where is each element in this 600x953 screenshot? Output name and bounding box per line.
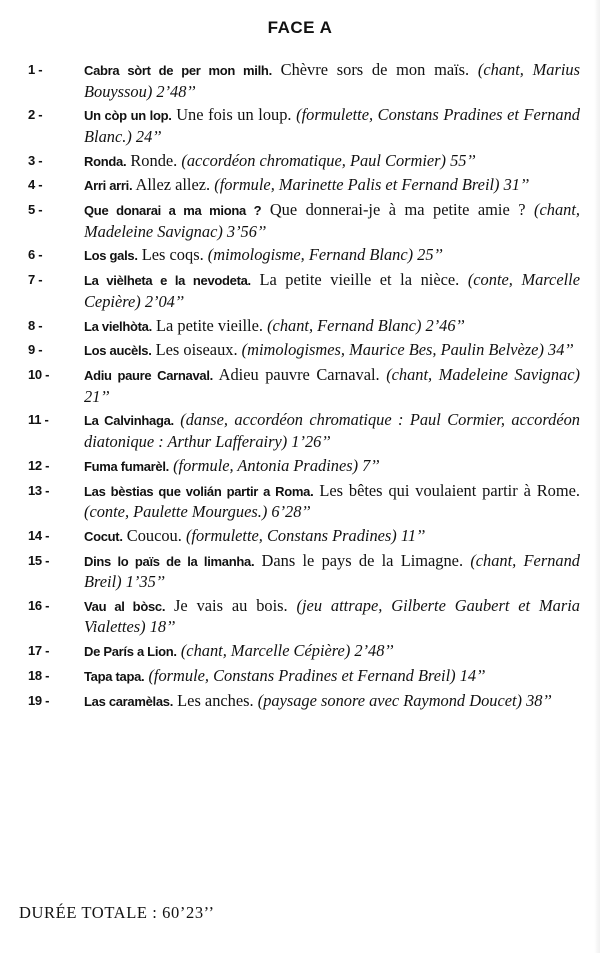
track-occitan-title: Que donarai a ma miona ? <box>84 203 262 219</box>
side-heading: FACE A <box>267 18 333 37</box>
track-french-translation: Une fois un loup. <box>176 105 292 125</box>
track-french-translation: Les oiseaux. <box>155 340 238 360</box>
track-french-translation: La petite vieille et la nièce. <box>259 270 460 290</box>
track-occitan-title: Los gals. <box>84 248 138 264</box>
track-french-translation: Chèvre sors de mon maïs. <box>280 60 470 79</box>
track-credit: (chant, Fernand Breil) 1’35’’ <box>84 550 580 592</box>
track-item <box>28 596 580 638</box>
track-item <box>28 641 580 663</box>
track-credit: (formule, Constans Pradines et Fernand Breil) 14’’ <box>148 666 486 686</box>
track-occitan-title: Cabra sòrt de per mon milh. <box>84 63 272 78</box>
track-item <box>28 481 580 523</box>
track-number: 2 - <box>28 107 43 123</box>
track-credit: (formulette, Constans Pradines) 11’’ <box>185 525 426 545</box>
track-number: 1 - <box>28 62 43 77</box>
track-credit: (conte, Marcelle Cepière) 2’04’’ <box>84 270 580 311</box>
track-credit: (chant, Madeleine Savignac) 3’56’’ <box>84 200 581 241</box>
track-credit: (chant, Fernand Blanc) 2’46’’ <box>267 315 465 335</box>
track-number: 13 - <box>28 482 50 498</box>
track-occitan-title: La vièlheta e la nevodeta. <box>84 273 251 289</box>
track-item <box>28 200 580 242</box>
track-number: 4 - <box>28 177 43 193</box>
track-number: 11 - <box>28 412 49 428</box>
track-item <box>28 340 580 362</box>
track-occitan-title: Vau al bòsc. <box>84 598 166 614</box>
track-occitan-title: Ronda. <box>84 153 127 169</box>
track-french-translation: Coucou. <box>126 525 182 545</box>
track-french-translation: Je vais au bois. <box>174 595 288 615</box>
track-french-translation: La petite vieille. <box>156 315 263 335</box>
track-number: 6 - <box>28 247 43 263</box>
track-french-translation: Allez allez. <box>135 175 211 195</box>
track-number: 16 - <box>28 597 50 613</box>
track-list <box>28 60 580 716</box>
track-item <box>28 456 580 478</box>
track-credit: (paysage sonore avec Raymond Doucet) 38’’ <box>257 690 552 710</box>
track-occitan-title: Fuma fumarèl. <box>84 458 169 474</box>
track-item <box>28 365 580 407</box>
track-item <box>28 526 580 548</box>
track-credit: (formulette, Constans Pradines et Fernand Blanc.) 24’’ <box>84 105 580 146</box>
track-french-translation: Dans le pays de la Limagne. <box>261 550 464 570</box>
track-number: 18 - <box>28 668 50 684</box>
track-credit: (chant, Madeleine Savignac) 21’’ <box>84 365 580 406</box>
track-credit: (accordéon chromatique, Paul Cormier) 55’’ <box>181 150 476 170</box>
track-occitan-title: La vielhòta. <box>84 318 152 334</box>
track-number: 12 - <box>28 457 50 473</box>
page-edge-shadow <box>594 0 600 953</box>
track-number: 14 - <box>28 527 50 543</box>
track-item <box>28 105 580 147</box>
track-number: 15 - <box>28 552 50 568</box>
track-number: 10 - <box>28 367 50 383</box>
track-credit: (chant, Marius Bouyssou) 2’48’’ <box>84 60 580 101</box>
track-item <box>28 151 580 173</box>
track-item <box>28 175 580 197</box>
track-occitan-title: Adiu paure Carnaval. <box>84 368 213 384</box>
track-occitan-title: De París a Lion. <box>84 644 177 660</box>
track-french-translation: Adieu pauvre Carnaval. <box>218 365 380 385</box>
track-occitan-title: Arri arri. <box>84 178 133 194</box>
track-french-translation: Les anches. <box>177 690 254 710</box>
track-occitan-title: Cocut. <box>84 528 123 544</box>
track-french-translation: Ronde. <box>130 150 178 170</box>
track-number: 8 - <box>28 317 43 333</box>
track-number: 5 - <box>28 202 43 218</box>
track-credit: (mimologisme, Fernand Blanc) 25’’ <box>207 245 443 265</box>
track-item <box>28 551 580 593</box>
track-occitan-title: Dins lo païs de la limanha. <box>84 553 255 569</box>
track-credit: (chant, Marcelle Cépière) 2’48’’ <box>180 641 394 661</box>
track-number: 17 - <box>28 643 50 659</box>
track-item <box>28 60 580 102</box>
total-duration: DURÉE TOTALE : 60’23’’ <box>19 903 215 922</box>
track-number: 7 - <box>28 272 43 288</box>
track-credit: (conte, Paulette Mourgues.) 6’28’’ <box>84 502 311 522</box>
track-item <box>28 270 580 312</box>
track-credit: (jeu attrape, Gilberte Gaubert et Maria Vialettes) 18’’ <box>84 595 580 637</box>
track-item <box>28 316 580 338</box>
track-occitan-title: Un còp un lop. <box>84 108 172 124</box>
track-item <box>28 666 580 688</box>
track-french-translation: Les coqs. <box>141 245 204 265</box>
track-credit: (formule, Antonia Pradines) 7’’ <box>173 455 380 475</box>
track-french-translation: Les bêtes qui voulaient partir à Rome. <box>319 480 580 500</box>
track-occitan-title: Los aucèls. <box>84 343 152 359</box>
track-number: 19 - <box>28 692 50 708</box>
track-credit: (mimologismes, Maurice Bes, Paulin Belvèze) 34’’ <box>241 340 574 360</box>
track-number: 3 - <box>28 152 43 168</box>
track-credit: (formule, Marinette Palis et Fernand Breil) 31’’ <box>214 175 530 195</box>
track-item <box>28 691 580 713</box>
track-item <box>28 410 580 452</box>
track-occitan-title: Tapa tapa. <box>84 669 145 685</box>
track-occitan-title: La Calvinhaga. <box>84 413 174 429</box>
track-occitan-title: Las bèstias que volián partir a Roma. <box>84 483 314 499</box>
track-credit: (danse, accordéon chromatique : Paul Cormier, accordéon diatonique : Arthur Lafferairy) 1’26’’ <box>84 410 580 451</box>
track-number: 9 - <box>28 342 43 358</box>
track-occitan-title: Las caramèlas. <box>84 693 174 709</box>
track-item <box>28 245 580 267</box>
track-french-translation: Que donnerai-je à ma petite amie ? <box>269 200 526 220</box>
